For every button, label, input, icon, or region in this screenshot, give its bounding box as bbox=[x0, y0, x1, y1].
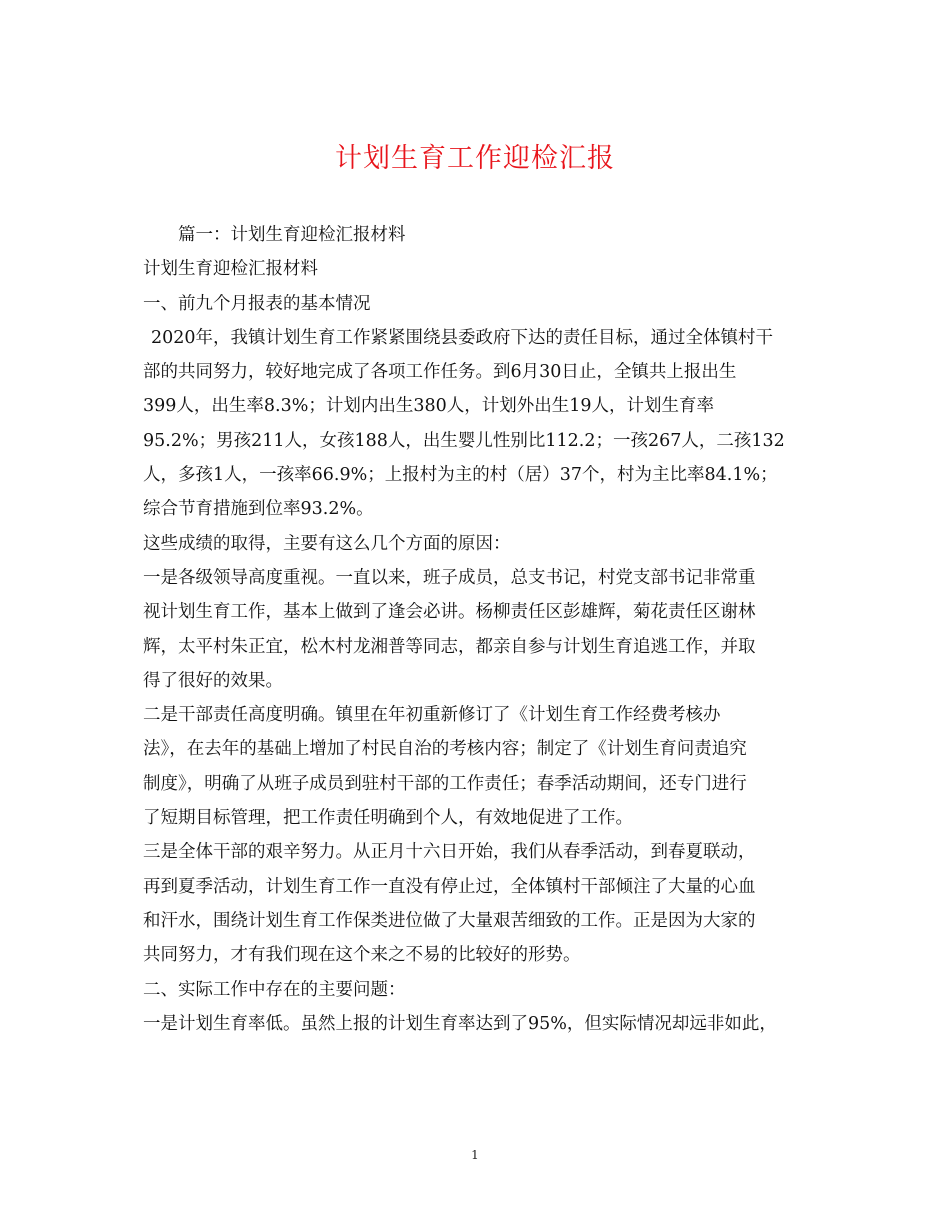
paragraph-line: 2020年，我镇计划生育工作紧紧围绕县委政府下达的责任目标，通过全体镇村干 bbox=[151, 327, 774, 348]
paragraph-line: 和汗水，围绕计划生育工作保类进位做了大量艰苦细致的工作。正是因为大家的 bbox=[143, 910, 756, 931]
paragraph-line: 这些成绩的取得，主要有这么几个方面的原因： bbox=[143, 533, 511, 554]
paragraph-line: 计划生育迎检汇报材料 bbox=[143, 259, 318, 280]
paragraph-line: 二是干部责任高度明确。镇里在年初重新修订了《计划生育工作经费考核办 bbox=[143, 705, 721, 726]
paragraph-line: 视计划生育工作，基本上做到了逢会必讲。杨柳责任区彭雄辉，菊花责任区谢林 bbox=[143, 602, 756, 623]
paragraph-line: 再到夏季活动，计划生育工作一直没有停止过，全体镇村干部倾注了大量的心血 bbox=[143, 876, 756, 897]
paragraph-line: 人，多孩1人，一孩率66.9%；上报村为主的村（居）37个，村为主比率84.1%； bbox=[143, 465, 778, 486]
document-title: 计划生育工作迎检汇报 bbox=[335, 143, 615, 174]
paragraph-line: 一是各级领导高度重视。一直以来，班子成员，总支书记，村党支部书记非常重 bbox=[143, 567, 756, 588]
section-heading: 一、前九个月报表的基本情况 bbox=[143, 293, 371, 314]
paragraph-line: 一是计划生育率低。虽然上报的计划生育率达到了95%，但实际情况却远非如此， bbox=[143, 1013, 777, 1034]
paragraph-line: 399人，出生率8.3%；计划内出生380人，计划外出生19人，计划生育率 bbox=[143, 396, 715, 417]
document-body bbox=[143, 218, 813, 1041]
paragraph-line: 共同努力，才有我们现在这个来之不易的比较好的形势。 bbox=[143, 945, 581, 966]
paragraph-line: 辉，太平村朱正宜，松木村龙湘普等同志，都亲自参与计划生育追逃工作，并取 bbox=[143, 636, 756, 657]
paragraph-line: 了短期目标管理，把工作责任明确到个人，有效地促进了工作。 bbox=[143, 808, 633, 829]
paragraph-line: 部的共同努力，较好地完成了各项工作任务。到6月30日止，全镇共上报出生 bbox=[143, 362, 737, 383]
paragraph-line: 得了很好的效果。 bbox=[143, 670, 283, 691]
page-number: 1 bbox=[471, 1148, 479, 1162]
paragraph-line: 制度》，明确了从班子成员到驻村干部的工作责任；春季活动期间，还专门进行 bbox=[143, 773, 747, 794]
paragraph-line: 综合节育措施到位率93.2%。 bbox=[143, 499, 374, 520]
section-heading: 二、实际工作中存在的主要问题： bbox=[143, 979, 406, 1000]
paragraph-line: 95.2%；男孩211人，女孩188人，出生婴儿性别比112.2；一孩267人，二孩132 bbox=[143, 430, 785, 451]
paragraph-line: 三是全体干部的艰辛努力。从正月十六日开始，我们从春季活动，到春夏联动， bbox=[143, 842, 756, 863]
section-heading: 篇一：计划生育迎检汇报材料 bbox=[178, 225, 406, 245]
paragraph-line: 法》，在去年的基础上增加了村民自治的考核内容；制定了《计划生育问责追究 bbox=[143, 739, 747, 760]
